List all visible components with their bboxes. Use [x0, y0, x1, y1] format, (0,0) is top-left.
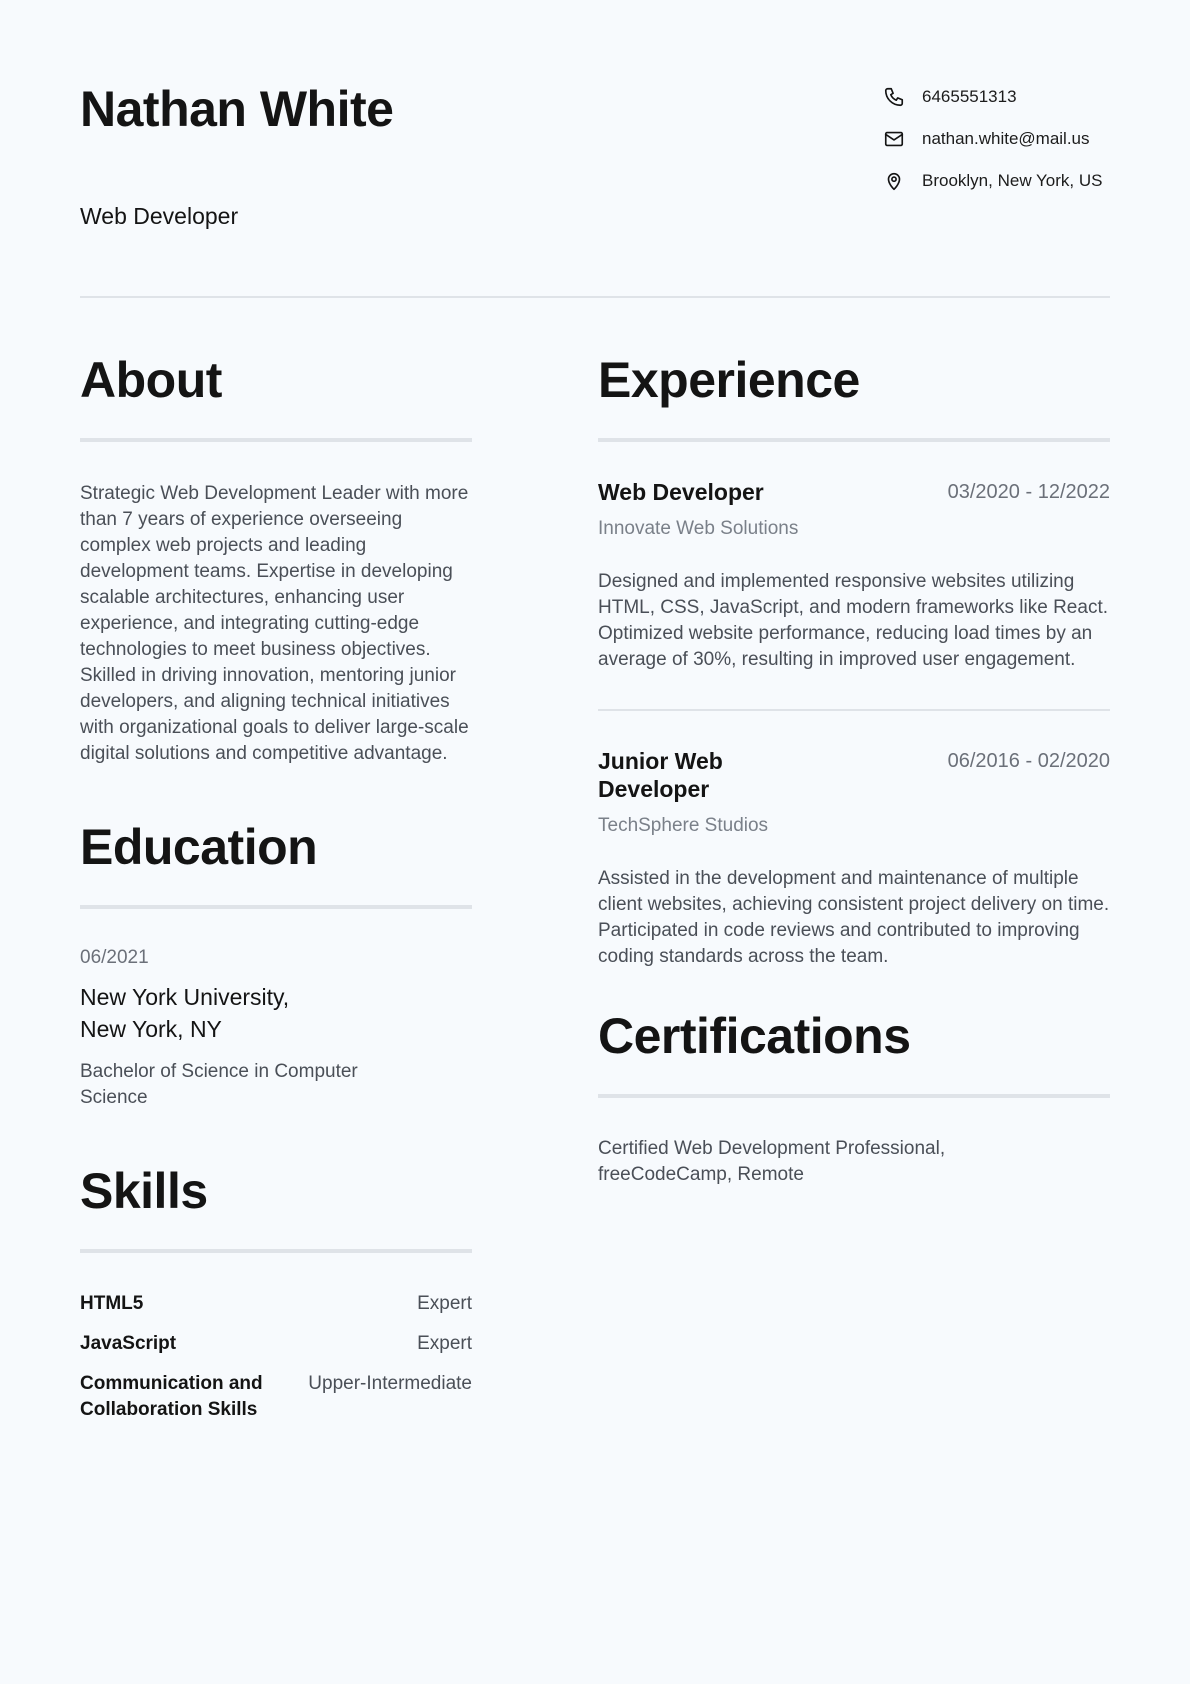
experience-divider [598, 438, 1110, 442]
skill-name: Communication and Collaboration Skills [80, 1373, 263, 1420]
mail-icon [882, 127, 906, 151]
experience-company: Innovate Web Solutions [598, 518, 799, 539]
education-section [80, 817, 472, 1111]
phone-icon [882, 85, 906, 109]
education-heading: Education [80, 819, 318, 875]
experience-title: Web Developer [598, 479, 764, 505]
experience-item [598, 747, 1110, 970]
experience-dates: 06/2016 - 02/2020 [947, 750, 1110, 772]
education-date: 06/2021 [80, 947, 149, 968]
location-pin-icon [882, 169, 906, 193]
contact-location [882, 160, 1142, 202]
skill-name: JavaScript [80, 1333, 177, 1354]
certifications-section [598, 1006, 1110, 1188]
skill-name: HTML5 [80, 1293, 144, 1314]
skill-level: Upper-Intermediate [308, 1373, 472, 1394]
skills-heading: Skills [80, 1163, 208, 1219]
job-title: Web Developer [80, 203, 239, 229]
left-column [80, 350, 472, 1437]
email-address[interactable]: nathan.white@mail.us [922, 129, 1090, 148]
about-divider [80, 438, 472, 442]
experience-dates: 03/2020 - 12/2022 [947, 481, 1110, 503]
header-divider [80, 296, 1110, 298]
skill-level: Expert [417, 1293, 472, 1314]
about-text: Strategic Web Development Leader with more than 7 years of experience overseeing complex web projects and leading development teams. Expertise in developing scalable architectures, enhancing user experience, and integrating cutting-edge technologies to meet business objectives. Skilled in driving innovation, mentoring junior developers, and aligning technical initiatives with organizational goals to deliver large-scale digital solutions and competitive advantage. [80, 483, 469, 764]
candidate-name: Nathan White [80, 81, 394, 137]
about-section [80, 350, 472, 767]
about-heading: About [80, 352, 222, 408]
education-school: New York University, New York, NY [80, 984, 290, 1042]
contact-phone [882, 76, 1142, 118]
experience-description: Designed and implemented responsive websites utilizing HTML, CSS, JavaScript, and modern frameworks like React. Optimized website performance, reducing load times by an average of 30%, resulting in improved user engagement. [598, 571, 1109, 670]
contact-email [882, 118, 1142, 160]
experience-separator [598, 709, 1110, 711]
experience-title: Junior Web Developer [598, 748, 723, 802]
experience-item-header [598, 478, 1110, 506]
experience-section [598, 350, 1110, 970]
experience-heading: Experience [598, 352, 860, 408]
certifications-divider [598, 1094, 1110, 1098]
experience-item-header [598, 747, 1110, 803]
phone-number[interactable]: 6465551313 [922, 87, 1017, 106]
skill-row [80, 1331, 472, 1357]
contact-info [882, 76, 1142, 202]
experience-description: Assisted in the development and maintenance of multiple client websites, achieving consistent project delivery on time. Participated in code reviews and contributed to improving coding standards across the team. [598, 868, 1110, 967]
certification-item: Certified Web Development Professional, freeCodeCamp, Remote [598, 1138, 946, 1185]
skill-row [80, 1291, 472, 1317]
skill-level: Expert [417, 1333, 472, 1354]
experience-item [598, 478, 1110, 673]
certifications-heading: Certifications [598, 1008, 911, 1064]
right-column [598, 350, 1110, 1188]
skills-divider [80, 1249, 472, 1253]
education-divider [80, 905, 472, 909]
education-item [80, 947, 472, 1111]
location-text: Brooklyn, New York, US [922, 171, 1103, 190]
skills-section [80, 1161, 472, 1423]
education-degree: Bachelor of Science in Computer Science [80, 1061, 358, 1108]
skills-list [80, 1291, 472, 1423]
experience-company: TechSphere Studios [598, 815, 769, 836]
skill-row [80, 1371, 472, 1423]
